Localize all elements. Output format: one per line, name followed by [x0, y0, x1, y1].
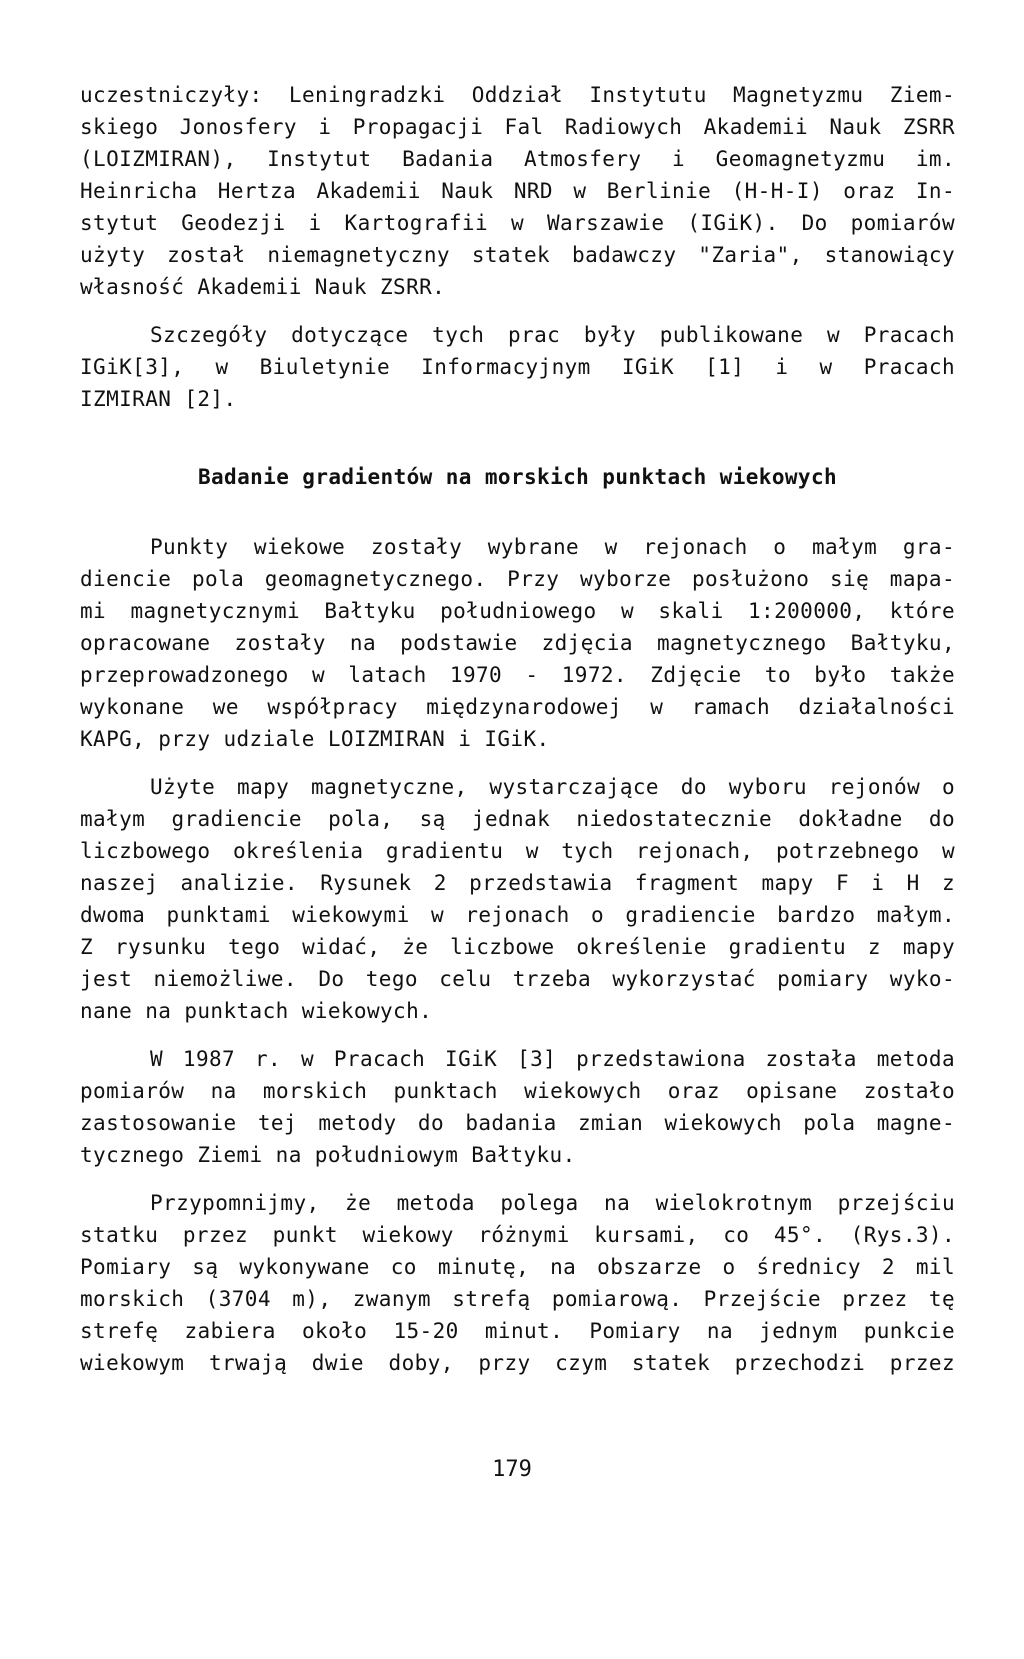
- text-line: diencie pola geomagnetycznego. Przy wyborze posłużono się mapa-: [80, 567, 955, 591]
- text-line: Heinricha Hertza Akademii Nauk NRD w Berlinie (H-H-I) oraz In-: [80, 179, 955, 203]
- text-line: zastosowanie tej metody do badania zmian wiekowych pola magne-: [80, 1111, 955, 1135]
- text-line: statku przez punkt wiekowy różnymi kursami, co 45°. (Rys.3).: [80, 1223, 955, 1247]
- text-line: własność Akademii Nauk ZSRR.: [80, 275, 446, 299]
- text-line: naszej analizie. Rysunek 2 przedstawia fragment mapy F i H z: [80, 871, 955, 895]
- text-line: mi magnetycznymi Bałtyku południowego w skali 1:200000, które: [80, 599, 955, 623]
- text-line: Punkty wiekowe zostały wybrane w rejonach o małym gra-: [150, 535, 955, 559]
- text-line: tycznego Ziemi na południowym Bałtyku.: [80, 1143, 576, 1167]
- text-line: nane na punktach wiekowych.: [80, 999, 433, 1023]
- text-line: skiego Jonosfery i Propagacji Fal Radiowych Akademii Nauk ZSRR: [80, 115, 955, 139]
- text-line: Szczegóły dotyczące tych prac były publikowane w Pracach: [150, 323, 955, 347]
- text-line: morskich (3704 m), zwanym strefą pomiarową. Przejście przez tę: [80, 1287, 955, 1311]
- text-line: Z rysunku tego widać, że liczbowe określenie gradientu z mapy: [80, 935, 955, 959]
- text-line: Przypomnijmy, że metoda polega na wielokrotnym przejściu: [150, 1191, 955, 1215]
- page-number: 179: [492, 1457, 532, 1482]
- text-line: wykonane we współpracy międzynarodowej w ramach działalności: [80, 695, 955, 719]
- text-line: pomiarów na morskich punktach wiekowych oraz opisane zostało: [80, 1079, 955, 1103]
- text-line: użyty został niemagnetyczny statek badawczy "Zaria", stanowiący: [80, 243, 955, 267]
- text-line: KAPG, przy udziale LOIZMIRAN i IGiK.: [80, 727, 550, 751]
- text-line: stytut Geodezji i Kartografii w Warszawie (IGiK). Do pomiarów: [80, 211, 955, 235]
- text-line: jest niemożliwe. Do tego celu trzeba wykorzystać pomiary wyko-: [80, 967, 955, 991]
- text-line: Użyte mapy magnetyczne, wystarczające do wyboru rejonów o: [150, 775, 955, 799]
- text-line: uczestniczyły: Leningradzki Oddział Instytutu Magnetyzmu Ziem-: [80, 83, 955, 107]
- text-line: dwoma punktami wiekowymi w rejonach o gradiencie bardzo małym.: [80, 903, 955, 927]
- text-line: małym gradiencie pola, są jednak niedostatecznie dokładne do: [80, 807, 955, 831]
- text-line: opracowane zostały na podstawie zdjęcia magnetycznego Bałtyku,: [80, 631, 955, 655]
- text-line: Pomiary są wykonywane co minutę, na obszarze o średnicy 2 mil: [80, 1255, 955, 1279]
- text-line: W 1987 r. w Pracach IGiK [3] przedstawiona została metoda: [150, 1047, 955, 1071]
- text-line: IZMIRAN [2].: [80, 387, 237, 411]
- text-line: liczbowego określenia gradientu w tych rejonach, potrzebnego w: [80, 839, 955, 863]
- section-heading: Badanie gradientów na morskich punktach wiekowych: [197, 465, 838, 489]
- text-line: wiekowym trwają dwie doby, przy czym statek przechodzi przez: [80, 1351, 955, 1375]
- text-line: IGiK[3], w Biuletynie Informacyjnym IGiK [1] i w Pracach: [80, 355, 955, 379]
- text-line: strefę zabiera około 15-20 minut. Pomiary na jednym punkcie: [80, 1319, 955, 1343]
- text-line: (LOIZMIRAN), Instytut Badania Atmosfery i Geomagnetyzmu im.: [80, 147, 955, 171]
- text-line: przeprowadzonego w latach 1970 - 1972. Zdjęcie to było także: [80, 663, 955, 687]
